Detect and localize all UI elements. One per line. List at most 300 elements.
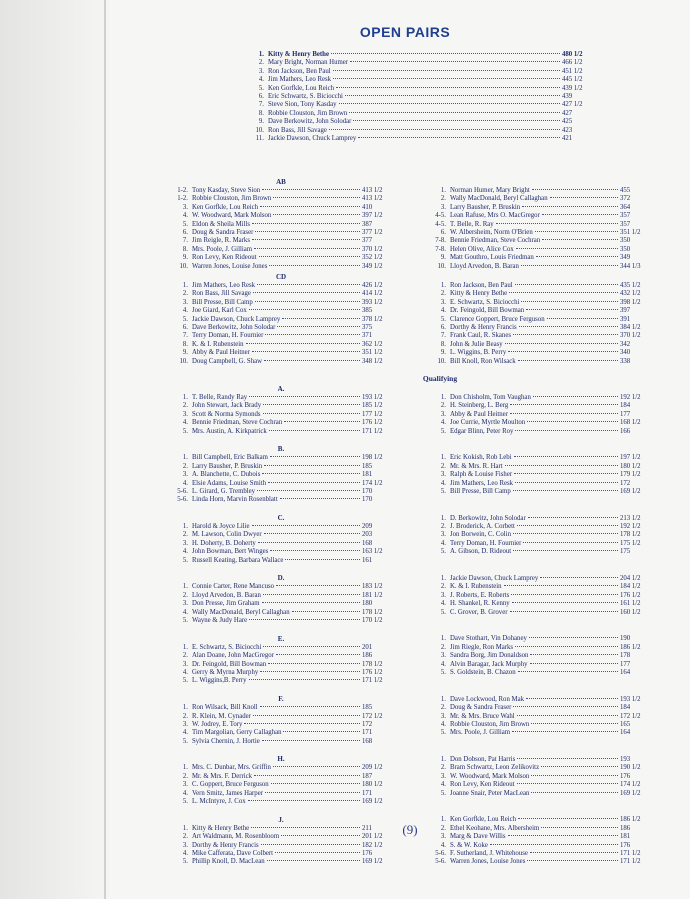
leader-dots: [244, 723, 360, 724]
pair-names: Mrs. Poole, J. Gilliam: [450, 729, 511, 737]
qualifying-heading: Qualifying: [422, 374, 458, 383]
score: 439: [562, 92, 573, 100]
pair-names: F. Sutherland, J. Whitehouse: [450, 849, 528, 857]
score: 180: [362, 600, 373, 608]
rank: 7.: [258, 101, 264, 109]
rank: 5.: [182, 315, 188, 323]
rank: 1.: [182, 764, 188, 772]
leader-dots: [249, 309, 360, 310]
result-row: [172, 523, 390, 531]
result-row: [172, 600, 390, 608]
rank: 5.: [440, 729, 446, 737]
result-row: [430, 195, 648, 203]
result-row: [430, 187, 648, 195]
rank: 1.: [440, 394, 446, 401]
pair-names: Warren Jones, Louise Jones: [192, 262, 268, 270]
rank: 4.: [440, 841, 446, 849]
leader-dots: [531, 792, 618, 793]
rank: 4-5.: [435, 212, 446, 220]
result-row: [430, 463, 648, 471]
page-fold: [104, 0, 106, 899]
leader-dots: [269, 265, 360, 266]
section-heading: [430, 177, 648, 187]
result-row: [172, 349, 390, 357]
rank: 2.: [182, 402, 188, 410]
section-heading: CD: [275, 273, 287, 281]
score: 175: [620, 548, 631, 556]
rank: 5.: [182, 427, 188, 435]
rank: 1.: [182, 643, 188, 651]
result-row: [430, 850, 648, 858]
score: 350: [620, 245, 631, 253]
pair-names: Lean Rafuse, Mrs O. MacGregor: [450, 212, 540, 220]
leader-dots: [252, 525, 360, 526]
pair-names: Bill Knoll, Ron Wilsack: [450, 357, 516, 365]
score: 171 1/2: [362, 677, 383, 685]
score: 201 1/2: [362, 833, 383, 841]
rank: 1.: [440, 635, 446, 643]
pair-names: Larry Bausher, P. Bruskin: [192, 462, 263, 470]
score: 384 1/2: [620, 323, 641, 331]
pair-names: Ron Bass, Jill Savage: [268, 126, 327, 134]
result-row: [172, 324, 390, 332]
score: 171: [362, 789, 373, 797]
leader-dots: [336, 87, 560, 88]
pair-names: Don Dobson, Pat Harris: [450, 756, 516, 764]
score: 377: [362, 237, 373, 245]
result-row: [248, 127, 590, 135]
score: 397: [620, 307, 631, 315]
section-heading: [430, 272, 648, 282]
leader-dots: [518, 818, 618, 819]
leader-dots: [249, 679, 360, 680]
rank: 5.: [182, 556, 188, 564]
rank: 2.: [182, 772, 188, 780]
pair-names: Dorthy & Henry Francis: [450, 323, 517, 331]
result-row: [430, 635, 648, 643]
score: 350: [620, 237, 631, 245]
leader-dots: [285, 559, 360, 560]
pair-names: Jim Reigle, R. Marks: [192, 237, 250, 245]
score: 209 1/2: [362, 764, 383, 772]
rank: 3.: [258, 67, 264, 75]
result-row: [430, 324, 648, 332]
rank: 5.: [440, 548, 446, 556]
score: 176: [620, 841, 631, 849]
section-heading: [430, 746, 648, 756]
score: 213 1/2: [620, 514, 641, 522]
leader-dots: [270, 456, 360, 457]
pair-names: Bennie Friedman, Steve Cochran: [450, 237, 541, 245]
section-heading: F.: [278, 695, 284, 704]
score: 340: [620, 349, 631, 357]
leader-dots: [257, 490, 360, 491]
pair-names: H. Shankel, R. Kenny: [450, 600, 510, 608]
result-row: [430, 696, 648, 704]
score: 181 1/2: [362, 591, 383, 599]
rank: 2.: [440, 195, 446, 203]
score: 192 1/2: [620, 523, 641, 531]
result-row: [430, 307, 648, 315]
score: 413 1/2: [362, 195, 383, 203]
result-row: [430, 229, 648, 237]
result-row: [248, 51, 590, 59]
result-row: [248, 118, 590, 126]
pair-names: W. Woodward, Mark Molson: [450, 772, 530, 780]
rank: 2.: [182, 531, 188, 539]
pair-names: Connie Carter, Rene Mancuso: [192, 583, 275, 591]
score: 179 1/2: [620, 471, 641, 479]
rank: 7-8.: [435, 237, 446, 245]
section-heading: AB: [276, 178, 286, 186]
rank: 1.: [440, 282, 446, 289]
pair-names: Dr. Feingold, Bill Bowman: [450, 307, 525, 315]
result-row: [172, 299, 390, 307]
leader-dots: [526, 309, 618, 310]
score: 186: [362, 652, 373, 660]
score: 184: [620, 704, 631, 712]
result-row: [172, 480, 390, 488]
score: 174 1/2: [620, 781, 641, 789]
rank: 8.: [182, 245, 188, 253]
result-row: [172, 341, 390, 349]
section-heading: D.: [277, 574, 285, 583]
rank: 1.: [440, 575, 446, 583]
pair-names: John & Julie Beasy: [450, 340, 503, 348]
score: 426 1/2: [362, 282, 383, 289]
result-row: [172, 644, 390, 652]
result-row: [430, 592, 648, 600]
rank: 1.: [440, 695, 446, 703]
leader-dots: [358, 137, 560, 138]
leader-dots: [541, 827, 618, 828]
score: 378 1/2: [362, 315, 383, 323]
result-row: [172, 282, 390, 290]
rank: 6.: [440, 228, 446, 236]
result-row: [430, 652, 648, 660]
pair-names: C. Goppert, Bruce Ferguson: [192, 781, 269, 789]
result-row: [172, 661, 390, 669]
result-row: [430, 480, 648, 488]
result-row: [172, 531, 390, 539]
score: 187: [362, 772, 373, 780]
result-row: [172, 592, 390, 600]
result-row: [430, 358, 648, 366]
result-row: [172, 195, 390, 203]
leader-dots: [550, 197, 618, 198]
leader-dots: [530, 852, 618, 853]
spacer: [172, 436, 390, 444]
result-row: [172, 263, 390, 271]
result-row: [430, 299, 648, 307]
leader-dots: [273, 214, 360, 215]
rank: 5.: [440, 668, 446, 676]
result-row: [430, 816, 648, 824]
rank: 1.: [440, 514, 446, 522]
leader-dots: [518, 671, 618, 672]
result-row: [172, 496, 390, 504]
score: 201: [362, 643, 373, 651]
score: 176: [620, 772, 631, 780]
result-row: [172, 677, 390, 685]
result-row: [430, 858, 648, 866]
leader-dots: [262, 189, 360, 190]
qualifying-left: [172, 384, 390, 875]
rank: 1.: [440, 816, 446, 824]
rank: 2.: [182, 591, 188, 599]
rank: 6.: [258, 92, 264, 100]
result-row: [172, 713, 390, 721]
score: 203: [362, 531, 373, 539]
pair-names: Doug Campbell, G. Shaw: [192, 357, 263, 365]
pair-names: Mary Bright, Norman Humer: [268, 59, 349, 67]
rank: 3.: [440, 203, 446, 211]
pair-names: L. McIntyre, J. Cox: [192, 798, 246, 806]
pair-names: Bram Schwartz, Leon Zelikovitz: [450, 764, 540, 772]
result-row: [172, 290, 390, 298]
pair-names: Eldon & Sheila Mills: [192, 220, 250, 228]
score: 455: [620, 187, 631, 194]
pair-names: Mr. & Mrs. F. Derrick: [192, 772, 253, 780]
score: 393 1/2: [362, 298, 383, 306]
rank: 3.: [440, 712, 446, 720]
leader-dots: [262, 602, 360, 603]
score: 178 1/2: [362, 660, 383, 668]
leader-dots: [277, 326, 360, 327]
result-row: [172, 609, 390, 617]
rank: 8.: [440, 340, 446, 348]
pair-names: Dave Stothart, Vin Dohaney: [450, 635, 527, 643]
rank: 4.: [440, 660, 446, 668]
score: 398 1/2: [620, 298, 641, 306]
pair-names: Art Waldmann, M. Rosenbloom: [192, 833, 280, 841]
score: 364: [620, 203, 631, 211]
leader-dots: [496, 223, 618, 224]
leader-dots: [510, 413, 618, 414]
pair-names: Terry Doman, H. Fournier: [192, 332, 264, 340]
leader-dots: [505, 465, 618, 466]
leader-dots: [264, 533, 360, 534]
rank: 3.: [182, 298, 188, 306]
pair-names: Jackie Dawson, Chuck Lamprey: [268, 134, 357, 142]
leader-dots: [253, 715, 360, 716]
leader-dots: [513, 334, 618, 335]
score: 168: [362, 737, 373, 745]
pair-names: Marg & Dave Willis: [450, 833, 506, 841]
leader-dots: [521, 301, 618, 302]
leader-dots: [542, 239, 618, 240]
pair-names: Don Presse, Jim Graham: [192, 600, 260, 608]
score: 160 1/2: [620, 608, 641, 616]
rank: 3.: [440, 298, 446, 306]
score: 170: [362, 496, 373, 504]
rank: 3.: [182, 539, 188, 547]
score: 175 1/2: [620, 539, 641, 547]
pair-names: Sandra Borg, Jim Donaldson: [450, 652, 529, 660]
result-row: [172, 402, 390, 410]
result-row: [430, 428, 648, 436]
rank: 4.: [440, 539, 446, 547]
leader-dots: [271, 783, 360, 784]
result-row: [430, 790, 648, 798]
pair-names: Tim Margolian, Gerry Callaghan: [192, 729, 282, 737]
result-row: [172, 463, 390, 471]
spacer: [172, 806, 390, 814]
score: 176: [362, 849, 373, 857]
spacer: [172, 625, 390, 633]
leader-dots: [269, 430, 360, 431]
score: 423: [562, 126, 573, 134]
leader-dots: [530, 654, 618, 655]
leader-dots: [252, 351, 360, 352]
result-row: [430, 254, 648, 262]
leader-dots: [522, 206, 618, 207]
leader-dots: [514, 456, 618, 457]
score: 193: [620, 756, 631, 764]
pair-names: S. & W. Koke: [450, 841, 488, 849]
rank: 5.: [182, 798, 188, 806]
result-row: [430, 515, 648, 523]
leader-dots: [329, 129, 560, 130]
score: 171 1/2: [620, 858, 641, 866]
spacer: [172, 867, 390, 875]
cd-section-left: [172, 272, 390, 366]
score: 348 1/2: [362, 357, 383, 365]
rank: 5.: [182, 858, 188, 866]
rank: 10.: [255, 126, 264, 134]
leader-dots: [263, 413, 360, 414]
spacer: [172, 565, 390, 573]
rank: 1.: [182, 824, 188, 832]
pair-names: Phillip Knoll, D. MacLean: [192, 858, 265, 866]
score: 178 1/2: [362, 608, 383, 616]
result-row: [172, 652, 390, 660]
leader-dots: [252, 239, 360, 240]
pair-names: Robbie Clouston, Jim Brown: [268, 109, 348, 117]
leader-dots: [531, 775, 618, 776]
result-row: [248, 59, 590, 67]
result-row: [248, 93, 590, 101]
pair-names: Mr. & Mrs. R. Hart: [450, 462, 503, 470]
rank: 5.: [182, 737, 188, 745]
cd-section-right: [430, 272, 648, 366]
pair-names: Scott & Norma Symonds: [192, 410, 261, 418]
rank: 5.: [440, 487, 446, 495]
spacer: [172, 746, 390, 754]
pair-names: Ron Levy, Ken Rideout: [192, 254, 257, 262]
score: 168 1/2: [620, 419, 641, 427]
result-row: [172, 204, 390, 212]
section-heading: B.: [277, 445, 285, 454]
score: 185 1/2: [362, 402, 383, 410]
result-row: [172, 540, 390, 548]
score: 190: [620, 635, 631, 643]
pair-names: Ken Gorfkle, Lou Reich: [450, 816, 517, 824]
result-row: [430, 713, 648, 721]
result-row: [430, 781, 648, 789]
result-row: [172, 187, 390, 195]
pair-names: L. Wiggins, B. Perry: [450, 349, 507, 357]
score: 391: [620, 315, 631, 323]
result-row: [172, 237, 390, 245]
result-row: [172, 332, 390, 340]
score: 176 1/2: [620, 591, 641, 599]
leader-dots: [263, 404, 360, 405]
result-row: [172, 411, 390, 419]
leader-dots: [531, 723, 618, 724]
leader-dots: [515, 430, 618, 431]
pair-names: Ron Levy, Ken Rideout: [450, 781, 515, 789]
pair-names: Joe Currie, Myrtle Moulton: [450, 419, 526, 427]
pair-names: Bennie Friedman, Steve Cochran: [192, 419, 283, 427]
score: 177: [620, 410, 631, 418]
leader-dots: [523, 542, 618, 543]
result-row: [172, 842, 390, 850]
ab-section-left: [172, 177, 390, 271]
pair-names: Jon Borwein, C. Colin: [450, 531, 511, 539]
pair-names: T. Belle, R. Ray: [450, 220, 494, 228]
pair-names: Ethel Keohane, Mrs. Albersheim: [450, 824, 540, 832]
pair-names: Warren Jones, Louise Jones: [450, 858, 526, 866]
leader-dots: [275, 852, 360, 853]
result-row: [430, 575, 648, 583]
leader-dots: [262, 473, 360, 474]
pair-names: Terry Doman, H. Fournier: [450, 539, 522, 547]
result-row: [172, 773, 390, 781]
result-row: [430, 454, 648, 462]
result-row: [172, 471, 390, 479]
pair-names: Kitty & Henry Bethe: [192, 824, 250, 832]
rank: 5.: [258, 84, 264, 92]
pair-names: Abby & Paul Heitner: [192, 349, 250, 357]
rank: 3.: [182, 203, 188, 211]
spacer: [172, 505, 390, 513]
leader-dots: [292, 611, 360, 612]
score: 171 1/2: [362, 427, 383, 435]
result-row: [172, 850, 390, 858]
page-title: OPEN PAIRS: [359, 24, 451, 40]
spacer: [430, 867, 648, 875]
rank: 1.: [182, 704, 188, 712]
score: 171: [362, 729, 373, 737]
rank: 4.: [182, 789, 188, 797]
result-row: [430, 833, 648, 841]
rank: 5.: [440, 789, 446, 797]
leader-dots: [283, 731, 360, 732]
result-row: [172, 704, 390, 712]
score: 192 1/2: [620, 394, 641, 401]
leader-dots: [255, 231, 360, 232]
rank: 2.: [440, 402, 446, 410]
rank: 4.: [440, 419, 446, 427]
pair-names: W. Albersheim, Norm O'Brien: [450, 228, 533, 236]
rank: 2.: [440, 523, 446, 531]
score: 193 1/2: [620, 695, 641, 703]
result-row: [430, 282, 648, 290]
result-row: [172, 221, 390, 229]
rank: 4.: [440, 479, 446, 487]
score: 161 1/2: [620, 600, 641, 608]
leader-dots: [541, 766, 618, 767]
leader-dots: [515, 646, 618, 647]
rank: 5.: [182, 220, 188, 228]
rank: 2.: [182, 290, 188, 298]
pair-names: Harold & Joyce Lilie: [192, 523, 250, 531]
result-row: [430, 704, 648, 712]
leader-dots: [265, 334, 360, 335]
pair-names: Wally MacDonald, Beryl Callaghan: [450, 195, 548, 203]
rank: 8.: [182, 340, 188, 348]
